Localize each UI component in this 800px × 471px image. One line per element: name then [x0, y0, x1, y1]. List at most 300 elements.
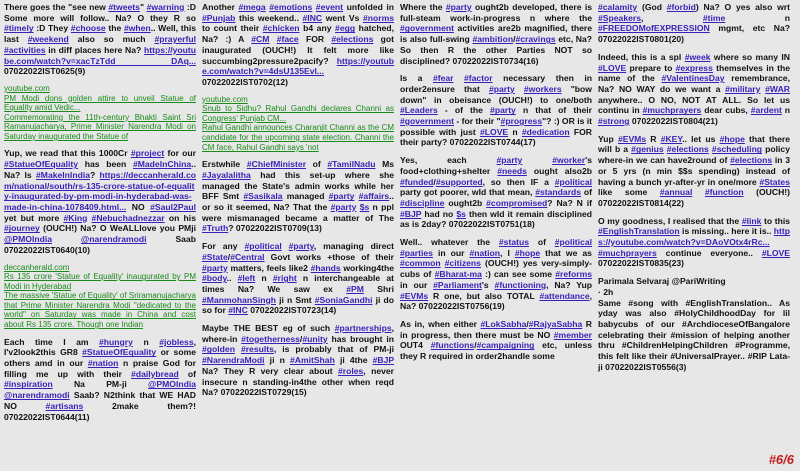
preview-description: Commemorating the 11th-century Bhakti Saint Sri Ramanujacharya, Prime Minister Narendra Modi on Saturday inaugurated the Statue of — [4, 112, 196, 141]
text-run: , is probably that of PM-ji — [273, 344, 394, 355]
text-run: yet but more — [4, 212, 64, 223]
hashtag-link[interactable]: #party — [488, 83, 515, 94]
hashtag-link[interactable]: #warning — [146, 2, 185, 12]
hashtag-link[interactable]: #journey — [4, 223, 40, 234]
hashtag-link[interactable]: #citizens — [444, 258, 481, 269]
text-run: where so many IN — [710, 51, 790, 62]
text-run: remembrance, Na? NO WAY do we want a — [598, 73, 790, 94]
text-run: Shri — [363, 283, 394, 294]
hashtag-link[interactable]: #Central — [230, 251, 265, 262]
text-run: Yup — [598, 133, 618, 144]
hashtag-link[interactable]: #SoniaGandhi — [314, 294, 373, 305]
hashtag-link[interactable]: #right — [272, 273, 297, 284]
text-run: For any — [202, 241, 245, 252]
text-run: n interchangeable at times Na? We saw ex — [202, 273, 394, 294]
hashtag-link[interactable]: #CM — [251, 34, 270, 45]
hashtag-link[interactable]: #discipline — [400, 197, 445, 208]
text-run: Each time I am — [4, 336, 100, 347]
text-run: , I'v2look2this GR8 — [4, 336, 196, 358]
hashtag-link[interactable]: #mega — [238, 2, 266, 12]
text-run: to count their — [202, 23, 263, 34]
hashtag-link[interactable]: #status — [498, 237, 529, 248]
text-run: :D They — [33, 23, 71, 34]
hashtag-link[interactable]: #Parliament — [433, 279, 482, 290]
hashtag-link[interactable]: #LOVE — [598, 62, 627, 73]
hashtag-link[interactable]: #KEY — [660, 133, 683, 144]
hashtag-link[interactable]: #party — [490, 105, 516, 116]
text-run: Maybe THE BEST eg of such — [202, 323, 335, 334]
hashtag-link[interactable]: #political — [554, 176, 592, 187]
text-run: like some — [598, 187, 660, 198]
hashtag-link[interactable]: #roles — [337, 365, 364, 376]
tweet-text — [400, 319, 592, 362]
text-run: R in progress, then there must be NO — [400, 318, 592, 340]
hashtag-link[interactable]: #NarendraModi — [202, 355, 265, 366]
text-run: anywhere.. O NO, NOT AT ALL. So let us continu in — [598, 94, 790, 116]
text-run: Yes, each — [400, 155, 497, 166]
hashtag-link[interactable]: #INC — [302, 12, 323, 23]
hashtag-link[interactable]: #ValentinesDay — [661, 73, 725, 84]
hashtag-link[interactable]: #elections — [666, 144, 709, 155]
hashtag-link[interactable]: #FREEDOMofEXPRESSION — [598, 23, 710, 34]
hashtag-link[interactable]: #strong — [598, 116, 630, 127]
hashtag-link[interactable]: #hope — [719, 133, 745, 144]
hashtag-link[interactable]: #forbid — [666, 2, 696, 12]
hashtag-link[interactable]: #time — [702, 12, 726, 23]
column-1 — [4, 2, 196, 468]
hashtag-link[interactable]: #scheduling — [711, 144, 763, 155]
hashtag-link[interactable]: #supported — [435, 176, 483, 187]
hashtag-link[interactable]: #factor — [464, 73, 493, 84]
preview-title: Snub to Sidhu? Rahul Gandhi declares Channi as Congress' Punjab CM... — [202, 104, 394, 123]
text-run: - for their " — [453, 116, 501, 127]
text-run: the — [105, 23, 124, 34]
hashtag-link[interactable]: #LOVE — [479, 126, 509, 137]
hashtag-link[interactable]: #genius — [631, 144, 664, 155]
hashtag-link[interactable]: #left — [237, 273, 256, 284]
tweet-text — [202, 241, 394, 316]
hashtag-link[interactable]: #party — [328, 191, 355, 202]
hashtag-link[interactable]: #ardent — [750, 105, 782, 116]
hashtag-link[interactable]: #RajyaSabha — [528, 318, 583, 329]
hashtag-link[interactable]: #link — [741, 215, 762, 226]
hashtag-link[interactable]: #choose — [70, 23, 106, 34]
text-run: n — [255, 273, 273, 284]
text-run: (OUCH!) 07022022IST0814(22) — [598, 187, 790, 208]
text-run: n — [725, 12, 790, 23]
text-run: Na PM-ji — [52, 379, 148, 390]
hashtag-link[interactable]: #dedication — [521, 126, 570, 137]
text-run: also so much — [68, 34, 155, 45]
text-run: in our — [432, 247, 470, 258]
text-run: this weekend.. — [235, 12, 303, 23]
url-link[interactable]: https://deccanherald.com/national/south/rs-135-crore-statue-of-equality-inaugurated-by-pm-modi-in-hyderabad-was-made-in-china-1078409.html... — [4, 169, 196, 212]
hashtag-link[interactable]: #party — [202, 262, 228, 273]
text-run: party got poorer, wld that mean, — [400, 187, 536, 198]
hashtag-link[interactable]: #chicken — [262, 23, 300, 34]
text-run: ought2b developed, there is full-steam work-in-progress n where the — [400, 2, 592, 23]
hashtag-link[interactable]: #party — [288, 241, 314, 252]
hashtag-link[interactable]: #Bharat-ma — [434, 269, 482, 280]
text-run: Govt works +those of their — [264, 251, 394, 262]
hashtag-link[interactable]: #EnglishTranslation — [598, 226, 680, 237]
hashtag-link[interactable]: #ManmohanSingh — [202, 294, 277, 305]
hashtag-link[interactable]: $s — [359, 202, 370, 212]
text-run: n — [508, 126, 522, 137]
hashtag-link[interactable]: #King — [63, 212, 88, 223]
text-run: ji n — [264, 355, 290, 366]
text-run: .. or so it seemed, Na? That the — [202, 191, 394, 212]
link-preview-card[interactable] — [202, 95, 394, 153]
text-run: ought2b — [444, 197, 487, 208]
text-run: .. Well, this last — [4, 23, 196, 45]
hashtag-link[interactable]: #parties — [400, 247, 433, 258]
hashtag-link[interactable]: #elections — [730, 155, 773, 166]
text-run — [269, 34, 276, 44]
hashtag-link[interactable]: #Jayalalitha — [202, 169, 251, 180]
text-run: mgmt, etc Na? 07022022IST0801(20) — [598, 23, 790, 45]
text-run: n praise God for filling me up with their — [4, 358, 196, 379]
hashtag-link[interactable]: #Sasikala — [243, 191, 283, 202]
text-run: Where the — [400, 2, 446, 12]
url-link[interactable]: https://youtube.com/watch?v=DAoVOtx4rRc... — [598, 226, 790, 248]
quoted-time: · 2h — [598, 286, 614, 297]
text-run — [282, 241, 289, 251]
text-run: continue everyone.. — [656, 247, 762, 258]
hashtag-link[interactable]: #artisans — [45, 400, 84, 411]
hashtag-link[interactable]: #project — [130, 148, 165, 159]
hashtag-link[interactable]: #ChiefMinister — [246, 159, 307, 170]
hashtag-link[interactable]: #StatueOfEquality — [4, 159, 79, 170]
preview-title: PM Modi dons golden attire to unveil Statue of Equality amid Vedic... — [4, 93, 196, 113]
text-run: , where-in — [202, 323, 394, 344]
text-run: Saab 07022022IST0640(10) — [4, 234, 196, 255]
hashtag-link[interactable]: #BJP — [400, 208, 422, 219]
text-run: n that of their — [515, 105, 592, 116]
hashtag-link[interactable]: #hungry — [99, 336, 133, 347]
text-run: - of the — [437, 105, 491, 116]
text-run: Another — [202, 2, 239, 12]
quoted-text: Same #song with #EnglishTranslation.. As yday was also #HolyChildhoodDay for lil babycubs of our #ArchdioceseOfBangalore celebrating their #mission of helping another thru #ChildrenHelpingChildren #Programme, this felt like their #UniversalPrayer.. #RIP Lata-ji 07022022IST0556(3) — [598, 297, 790, 372]
text-run: "bow down" in obeisance (OUCH!) to one/both — [400, 83, 592, 105]
hashtag-link[interactable]: #government — [400, 116, 454, 127]
hashtag-link[interactable]: #egg — [335, 23, 356, 34]
preview-description: The massive 'Statue of Equality' of Sriramanujacharya that Prime Minister Narendra Modi "dedicated to the world" on Saturday was made in China and cost about Rs 135 crore. Though one Indian — [4, 291, 196, 330]
hashtag-link[interactable]: #EVMs — [617, 133, 647, 144]
hashtag-link[interactable]: #fear — [432, 73, 454, 84]
text-run: As in, when either — [400, 318, 481, 329]
hashtag-link[interactable]: #LokSabha — [480, 318, 527, 329]
text-run: :) can see some — [481, 269, 556, 280]
text-run: R one, but also TOTAL — [428, 290, 540, 301]
hashtag-link[interactable]: #ambition — [472, 34, 514, 45]
hashtag-link[interactable]: #body — [202, 273, 227, 284]
text-run: FOR — [298, 34, 332, 45]
text-run: on his — [164, 212, 196, 223]
text-run: of — [306, 159, 328, 170]
hashtag-link[interactable]: #member — [553, 329, 592, 340]
text-run: activities are2b magnified, there is also full-swing — [400, 23, 592, 45]
text-run: working4the — [340, 262, 394, 273]
text-run: / — [474, 340, 477, 351]
hashtag-link[interactable]: #WAR — [765, 83, 790, 94]
text-run: / — [299, 333, 303, 344]
text-run: 07022022IST0702(12) — [202, 76, 289, 87]
hashtag-link[interactable]: #funded — [400, 176, 434, 187]
text-run: Yup, we read that this 1000Cr — [4, 148, 131, 159]
tweet-text — [598, 52, 790, 127]
hashtag-link[interactable]: #State — [202, 251, 228, 262]
text-run: had this set-up where she managed the State's admin works while her BFF Smt — [202, 169, 394, 202]
hashtag-link[interactable]: @narendramodi — [80, 234, 147, 245]
text-run: unfolded in — [343, 2, 394, 12]
hashtag-link[interactable]: #standards — [535, 187, 582, 198]
text-run: Na? They R very clear about — [202, 365, 338, 376]
text-run: , so then IF a — [482, 176, 555, 187]
text-run: (God — [637, 2, 667, 12]
hashtag-link[interactable]: #military — [725, 83, 761, 94]
hashtag-link[interactable]: @narendramodi — [4, 390, 70, 401]
column-4 — [598, 2, 790, 468]
hashtag-link[interactable]: #worker — [552, 155, 586, 166]
text-run: Saab? N2think that WE HAD NO — [4, 390, 196, 411]
preview-site: deccanherald.com — [4, 262, 70, 272]
hashtag-link[interactable]: #affairs — [358, 191, 390, 202]
url-link[interactable]: https://youtube.com/watch?v=xacTzTdd DAq... — [4, 44, 196, 66]
text-run: in 3 or 5 yrs (n min $$s spending) instead of having a bunch yr-after-yr in one/more — [598, 155, 790, 187]
hashtag-link[interactable]: #party — [330, 202, 357, 212]
hashtag-link[interactable]: #event — [315, 2, 344, 12]
text-run: n — [781, 105, 790, 116]
hashtag-link[interactable]: #functioning — [494, 279, 547, 290]
link-preview-card[interactable] — [4, 263, 196, 330]
text-run: has brought in — [327, 333, 394, 344]
text-run: necessary then in order2ensure that — [400, 73, 592, 94]
hashtag-link[interactable]: #Nebuchadnezzar — [91, 212, 165, 223]
text-run: that there will b a — [598, 133, 790, 155]
text-run: ? — [89, 169, 100, 180]
text-run: FOR their party? 07022022IST0744(17) — [400, 126, 592, 148]
text-run: :D Some more will follow.. Na? O they R so — [4, 2, 196, 23]
hashtag-link[interactable]: #timely — [4, 23, 34, 34]
text-run: themselves in the name of the — [598, 62, 790, 84]
hashtag-link[interactable]: #Leaders — [400, 105, 438, 116]
text-run: got inaugurated (OUCH!) It felt more like succumbing2pressure2pacify? — [202, 34, 394, 66]
hashtag-link[interactable]: #week — [684, 51, 711, 62]
hashtag-link[interactable]: #activities — [4, 44, 46, 55]
hashtag-link[interactable]: #INC — [228, 305, 248, 316]
text-run: R — [646, 133, 661, 144]
text-run: Well.. whatever the — [400, 237, 499, 248]
text-run: .. let us — [682, 133, 720, 144]
text-run: / — [433, 176, 436, 187]
hashtag-link[interactable]: #dailybread — [131, 368, 179, 379]
text-run: " — [139, 2, 147, 12]
text-run: then wld it remain disciplined as is 2day? 07022022IST0751(18) — [400, 208, 592, 230]
page-number: #6/6 — [768, 452, 794, 467]
hashtag-link[interactable]: #functions — [430, 340, 475, 351]
tweet-text — [4, 148, 196, 255]
text-run: etc, Na? So then R the other Parties NOT so disciplined? 07022022IST0734(16) — [400, 34, 592, 66]
link-preview-card[interactable] — [4, 84, 196, 142]
text-run: "? :) OR is it possible with just — [400, 116, 592, 137]
hashtag-link[interactable]: #unity — [302, 333, 328, 344]
hashtag-link[interactable]: #Saul2Paul — [150, 202, 196, 212]
preview-site: youtube.com — [202, 94, 248, 104]
hashtag-link[interactable]: #party — [496, 155, 523, 166]
tweet-text — [400, 155, 592, 230]
text-run — [522, 155, 552, 165]
hashtag-link[interactable]: #TamilNadu — [327, 159, 376, 170]
hashtag-link[interactable]: #campaigning — [476, 340, 535, 351]
hashtag-link[interactable]: #function — [704, 187, 744, 198]
text-run: / — [513, 34, 516, 45]
text-run — [52, 234, 81, 244]
preview-description: Rahul Gandhi announces Charanjit Channi as the CM candidate for the upcoming state election. Channi the CM face, Rahul Gandhi says 'not — [202, 123, 394, 152]
text-run: .. Na? Is — [4, 159, 196, 180]
text-run: O my goodness, I realised that the — [598, 215, 742, 226]
hashtag-link[interactable]: #political — [554, 237, 592, 248]
text-run: in diff places here Na? — [45, 44, 144, 55]
hashtag-link[interactable]: #Punjab — [202, 12, 236, 23]
hashtag-link[interactable]: #attendance — [539, 290, 590, 301]
text-run: is missing.. here it is.. — [679, 226, 774, 237]
hashtag-link[interactable]: #LOVE — [761, 247, 790, 258]
text-run: (OUCH!) Na? O WeALLlove you PMji — [39, 223, 196, 234]
hashtag-link[interactable]: #weekend — [27, 34, 69, 45]
tweet-text — [202, 159, 394, 234]
text-run: ? Na? N if — [547, 197, 592, 208]
hashtag-link[interactable]: #reforms — [555, 269, 592, 280]
text-run: (OUCH!) yes very-simply-cubs of — [400, 258, 592, 280]
hashtag-link[interactable]: #emotions — [269, 2, 313, 12]
hashtag-link[interactable]: #partnerships — [334, 323, 392, 334]
hashtag-link[interactable]: #BJP — [372, 355, 394, 366]
tweet-text — [202, 2, 394, 88]
text-run: n — [132, 336, 160, 347]
hashtag-link[interactable]: #hope — [514, 247, 541, 258]
hashtag-link[interactable]: #face — [276, 34, 299, 45]
text-run: OUT4 — [400, 340, 431, 351]
text-run: dear cubs, — [701, 105, 751, 116]
hashtag-link[interactable]: #tweets — [108, 2, 140, 12]
text-run: , I — [500, 247, 515, 258]
hashtag-link[interactable]: #common — [400, 258, 441, 269]
hashtag-link[interactable]: @PMOIndia — [147, 379, 196, 390]
text-run: went Vs — [322, 12, 363, 23]
text-run: etc, unless they R required in order2handle some — [400, 340, 592, 362]
text-run: ji do so for — [202, 294, 394, 316]
text-run: 's — [481, 279, 495, 290]
text-run: has been — [78, 159, 133, 170]
hashtag-link[interactable]: #nation — [469, 247, 501, 258]
hashtag-link[interactable]: #prayerful — [154, 34, 196, 45]
hashtag-link[interactable]: #muchprayers — [598, 247, 657, 258]
hashtag-link[interactable]: #MakeInIndia — [36, 169, 90, 180]
hashtag-link[interactable]: #when — [123, 23, 151, 34]
hashtag-link[interactable]: #StatueOfEquality — [82, 347, 157, 358]
text-run: matters, feels like2 — [227, 262, 311, 273]
hashtag-link[interactable]: #cravings — [515, 34, 556, 45]
hashtag-link[interactable]: #government — [400, 23, 454, 34]
text-run: of — [529, 237, 555, 248]
hashtag-link[interactable]: #compromised — [486, 197, 548, 208]
hashtag-link[interactable]: $s — [456, 208, 466, 219]
text-run: Indeed, this is a spl — [598, 51, 685, 62]
hashtag-link[interactable]: #AmitShah — [289, 355, 335, 366]
text-run: n ppl were mismanaged became a matter of The — [202, 202, 394, 223]
hashtag-link[interactable]: #political — [244, 241, 282, 252]
quoted-author: Parimala Selvaraj @PariWriting — [598, 276, 726, 287]
text-run — [454, 73, 465, 83]
column-3 — [400, 2, 592, 468]
hashtag-link[interactable]: #results — [240, 344, 274, 355]
url-link[interactable]: https://youtube.com/watch?v=4dsU135Evl... — [202, 55, 394, 77]
hashtag-link[interactable]: #togetherness — [241, 333, 300, 344]
text-run: for our — [164, 148, 196, 159]
text-run: Ms — [375, 159, 394, 170]
hashtag-link[interactable]: #States — [759, 176, 790, 187]
tweet-text — [4, 337, 196, 423]
text-run: NO — [126, 202, 151, 212]
hashtag-link[interactable]: #progress — [500, 116, 543, 127]
tweet-text — [598, 134, 790, 209]
text-run: There goes the "see new — [4, 2, 109, 12]
hashtag-link[interactable]: #calamity — [598, 2, 638, 12]
hashtag-link[interactable]: #party — [445, 2, 472, 12]
tweet-text — [400, 2, 592, 66]
text-run: or some others amd in our — [4, 347, 196, 369]
text-run: managed — [282, 191, 329, 202]
hashtag-link[interactable]: #nation — [87, 358, 119, 369]
hashtag-link[interactable]: #hands — [310, 262, 341, 273]
text-run: / — [227, 251, 231, 262]
text-run: , managing direct — [313, 241, 394, 252]
hashtag-link[interactable]: #inspiration — [4, 379, 53, 390]
hashtag-link[interactable]: #EVMs — [400, 290, 429, 301]
text-run: / — [526, 318, 529, 329]
hashtag-link[interactable]: #norms — [362, 12, 394, 23]
hashtag-link[interactable]: #muchprayers — [642, 105, 702, 116]
text-run: policy where-in we can have2round of — [598, 144, 790, 166]
text-run: ? 07022022IST0709(13) — [228, 223, 322, 234]
hashtag-link[interactable]: #Truth — [202, 223, 229, 234]
text-run: hatched, Na? :) A — [202, 23, 394, 45]
tweet-text — [598, 216, 790, 270]
quoted-tweet — [598, 276, 790, 372]
hashtag-link[interactable]: #jobless — [159, 336, 194, 347]
text-run: prepare to — [626, 62, 676, 73]
preview-site: youtube.com — [4, 83, 50, 93]
hashtag-link[interactable]: #Speakers — [598, 12, 642, 23]
hashtag-link[interactable]: @PMOIndia — [4, 234, 53, 245]
hashtag-link[interactable]: #needs — [497, 165, 527, 176]
hashtag-link[interactable]: #express — [675, 62, 713, 73]
text-run: ought also2b — [526, 165, 592, 176]
tweet-text — [598, 2, 790, 45]
hashtag-link[interactable]: #MadeInChina — [132, 159, 192, 170]
text-run — [515, 84, 524, 94]
hashtag-link[interactable]: #PM — [346, 283, 364, 294]
hashtag-link[interactable]: #golden — [202, 344, 235, 355]
text-run: 07022022IST0835(23) — [598, 258, 685, 269]
text-run: , Na? 07022022IST0756(19) — [400, 290, 592, 312]
hashtag-link[interactable]: #elections — [331, 34, 374, 45]
hashtag-link[interactable]: #workers — [523, 83, 562, 94]
hashtag-link[interactable]: #annual — [659, 187, 693, 198]
text-run — [692, 187, 705, 197]
text-run: to this — [761, 215, 790, 226]
